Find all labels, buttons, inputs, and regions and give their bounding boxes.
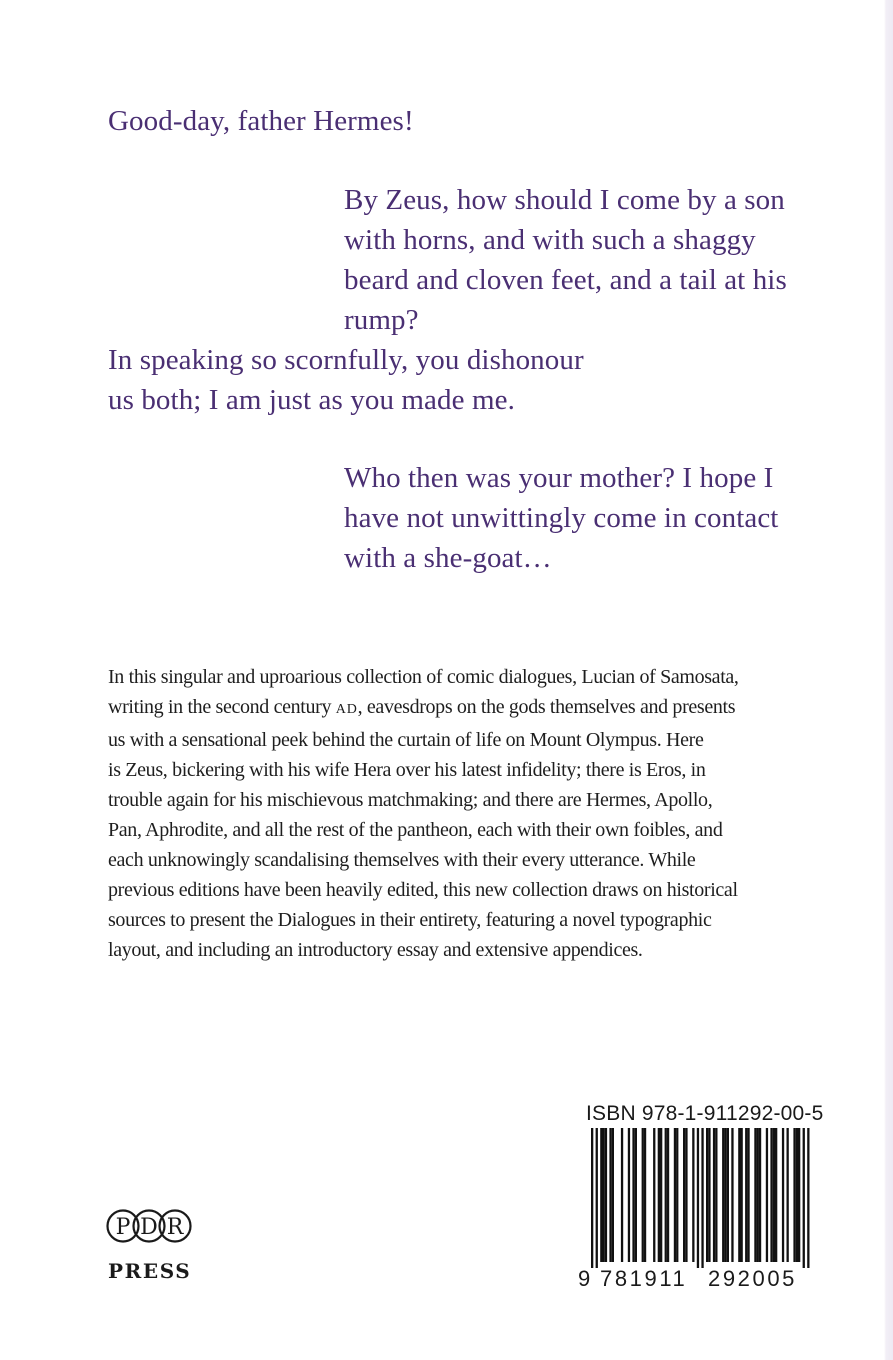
barcode-bar [676,1128,678,1262]
barcode-bar [796,1128,798,1262]
dialogue-line-3: In speaking so scornfully, you dishonour us both; I am just as you made me. [108,344,584,416]
barcode-bar [770,1128,772,1262]
pdr-circles-icon [104,1198,194,1258]
blurb-line: each unknowingly scandalising themselves with their every utterance. While [108,849,696,871]
era-abbreviation: AD [335,702,358,717]
dialogue-line-4: Who then was your mother? I hope I have not unwittingly come in contact with a she-goat… [344,462,779,574]
barcode-bar [773,1128,775,1262]
book-blurb [108,662,813,965]
barcode-bar [635,1128,637,1262]
barcode-bar [787,1128,789,1262]
publisher-wordmark: PRESS [108,1259,192,1283]
barcode-bar [683,1128,685,1262]
blurb-line: previous editions have been heavily edited, this new collection draws on historical [108,879,738,901]
barcode-bar [766,1128,768,1262]
barcode-bar [644,1128,646,1262]
dialogue-line-1: Good-day, father Hermes! [108,105,414,137]
barcode-bar [621,1128,623,1262]
barcode-bar [757,1128,759,1262]
blurb-line: is Zeus, bickering with his wife Hera over his latest infidelity; there is Eros, in [108,759,706,781]
blurb-line: sources to present the Dialogues in their entirety, featuring a novel typographic [108,909,712,931]
blurb-text: , eavesdrops on the gods themselves and presents [357,696,736,718]
barcode-bar [642,1128,644,1262]
barcode-bar [600,1128,602,1262]
barcode-bar [722,1128,724,1262]
barcode-guard-bar [701,1128,703,1268]
barcode-bar [724,1128,726,1262]
barcode-guard-bar [591,1128,593,1268]
barcode-bar [706,1128,708,1262]
barcode-guard-bar [807,1128,809,1268]
logo-letter-p: P [115,1215,131,1240]
barcode-bar [674,1128,676,1262]
blurb-text: writing in the second century [108,696,336,718]
barcode-bar [632,1128,634,1262]
blurb-line: trouble again for his mischievous matchmaking; and there are Hermes, Apollo, [108,789,713,811]
blurb-line: layout, and including an introductory essay and extensive appendices. [108,939,643,961]
barcode-digits-right: 292005 [708,1266,798,1291]
barcode-bar [660,1128,662,1262]
logo-letter-r: R [166,1215,184,1240]
barcode-bar [793,1128,795,1262]
blurb-line: In this singular and uproarious collection of comic dialogues, Lucian of Samosata, [108,666,739,688]
barcode-bar [612,1128,614,1262]
isbn-label: ISBN 978-1-911292-00-5 [586,1102,824,1125]
barcode-bar [727,1128,729,1262]
barcode-guard-bar [803,1128,805,1268]
barcode-digits [578,1266,818,1292]
barcode-bar [628,1128,630,1262]
blurb-line: Pan, Aphrodite, and all the rest of the pantheon, each with their own foibles, and [108,819,723,841]
barcode-bar [731,1128,733,1262]
barcode-bar [715,1128,717,1262]
barcode-bar [692,1128,694,1262]
barcode-digits-left: 781911 [600,1266,688,1291]
barcode-bar [685,1128,687,1262]
blurb-line: us with a sensational peek behind the curtain of life on Mount Olympus. Here [108,729,704,751]
barcode-bar [754,1128,756,1262]
barcode-bar [782,1128,784,1262]
barcode-bar [667,1128,669,1262]
barcode-bar [747,1128,749,1262]
barcode-bar [745,1128,747,1262]
barcode-bar [603,1128,605,1262]
barcode-guard-bar [697,1128,699,1268]
barcode-bar [713,1128,715,1262]
barcode-bar [738,1128,740,1262]
barcode-bar [775,1128,777,1262]
barcode-bar [665,1128,667,1262]
barcode-digit-first: 9 [578,1266,593,1291]
dialogue-line-2: By Zeus, how should I come by a son with horns, and with such a shaggy beard and cloven feet, and a tail at his rump? [344,184,787,336]
barcode-bar [741,1128,743,1262]
barcode-bar [609,1128,611,1262]
barcode-bar [798,1128,800,1262]
barcode-bar [759,1128,761,1262]
blurb-line [108,692,813,725]
barcode-bar [653,1128,655,1262]
isbn-barcode [577,1128,819,1268]
barcode-bar [708,1128,710,1262]
cover-right-edge [881,0,893,1360]
barcode-bar [605,1128,607,1262]
barcode-bar [658,1128,660,1262]
logo-letter-d: D [140,1215,158,1240]
barcode-guard-bar [596,1128,598,1268]
